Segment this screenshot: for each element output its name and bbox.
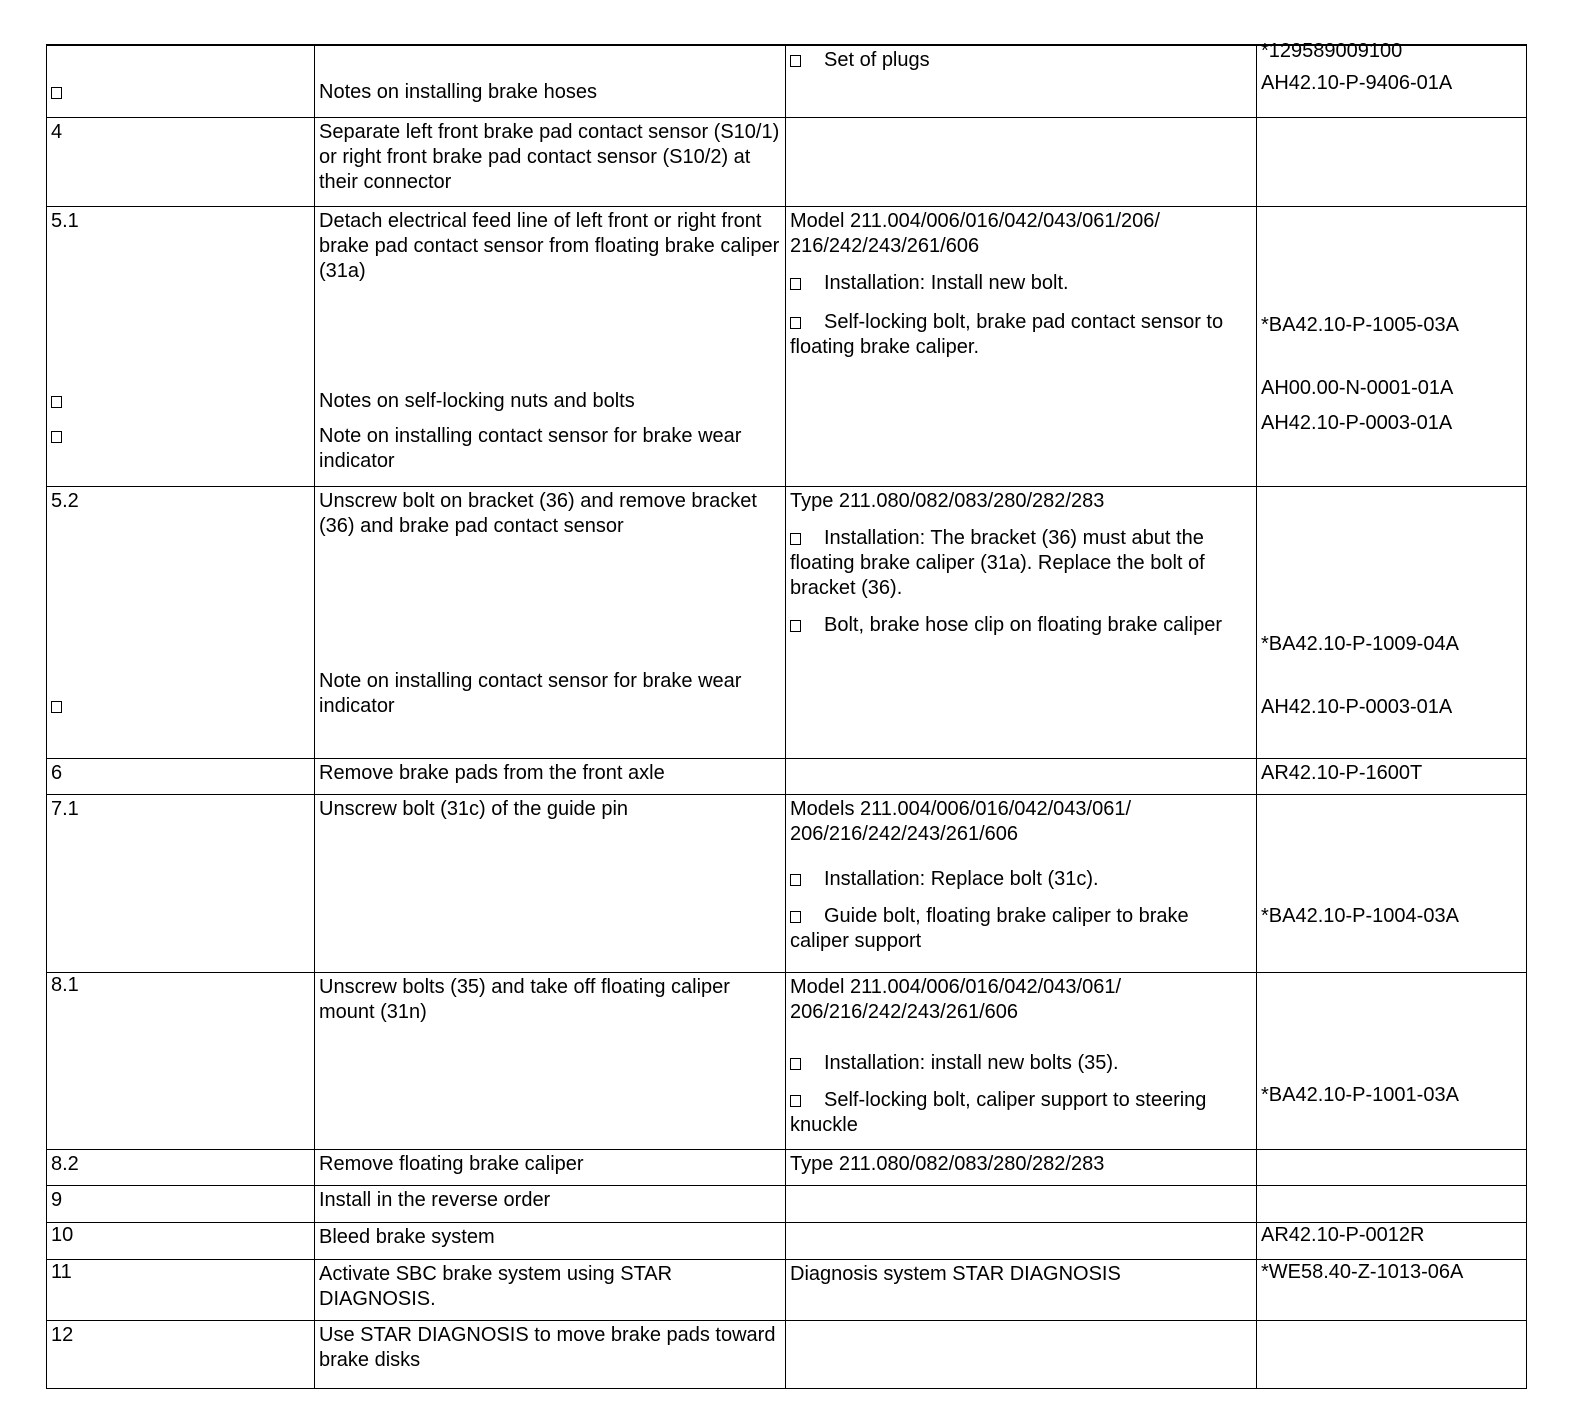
install-text: Installation: Replace bolt (31c). bbox=[824, 867, 1099, 890]
ref-cell bbox=[1257, 206, 1527, 486]
step-cell: 4 bbox=[47, 117, 315, 206]
action-cell bbox=[315, 45, 786, 117]
table-row bbox=[47, 972, 1527, 1149]
action-cell: Bleed brake system bbox=[315, 1222, 786, 1259]
reference-link[interactable]: *WE58.40-Z-1013-06A bbox=[1261, 1260, 1464, 1283]
action-cell: Remove brake pads from the front axle bbox=[315, 758, 786, 794]
reference-link[interactable]: AR42.10-P-0012R bbox=[1261, 1223, 1425, 1246]
table-row bbox=[47, 1259, 1527, 1320]
model-text: Models 211.004/006/016/042/043/061/ 206/216/242/243/261/606 bbox=[790, 797, 1132, 845]
table-row bbox=[47, 1222, 1527, 1259]
ref-cell bbox=[1257, 794, 1527, 972]
ref-cell bbox=[1257, 1149, 1527, 1185]
action-cell bbox=[315, 206, 786, 486]
action-cell: Use STAR DIAGNOSIS to move brake pads toward brake disks bbox=[315, 1320, 786, 1388]
checkbox-icon bbox=[790, 620, 801, 632]
checkbox-icon bbox=[790, 55, 801, 67]
checkbox-icon bbox=[790, 911, 801, 923]
table-row bbox=[47, 1149, 1527, 1185]
model-text: Model 211.004/006/016/042/043/061/206/ 216/242/243/261/606 bbox=[790, 209, 1160, 257]
ref-cell bbox=[1257, 117, 1527, 206]
procedure-sheet bbox=[46, 40, 1526, 1389]
reference-link[interactable]: *BA42.10-P-1004-03A bbox=[1261, 904, 1459, 927]
checkbox-icon bbox=[51, 431, 62, 443]
ref-cell bbox=[1257, 1185, 1527, 1222]
procedure-table bbox=[46, 40, 1527, 1389]
install-text: Installation: Install new bolt. bbox=[824, 271, 1069, 294]
info-cell bbox=[786, 45, 1257, 117]
reference-link[interactable]: AH00.00-N-0001-01A bbox=[1261, 376, 1454, 399]
note-link[interactable]: Notes on self-locking nuts and bolts bbox=[319, 389, 635, 412]
checkbox-icon bbox=[790, 317, 801, 329]
info-cell bbox=[786, 1185, 1257, 1222]
reference-link[interactable]: *BA42.10-P-1001-03A bbox=[1261, 1083, 1459, 1106]
bolt-text: Guide bolt, floating brake caliper to brake caliper support bbox=[790, 904, 1189, 952]
table-row bbox=[47, 794, 1527, 972]
info-cell bbox=[786, 794, 1257, 972]
reference-link[interactable]: AH42.10-P-0003-01A bbox=[1261, 411, 1453, 434]
reference-link[interactable]: *BA42.10-P-1005-03A bbox=[1261, 313, 1459, 336]
reference-link[interactable]: *BA42.10-P-1009-04A bbox=[1261, 632, 1459, 655]
note-link[interactable]: Note on installing contact sensor for brake wear indicator bbox=[319, 669, 742, 717]
info-cell: Diagnosis system STAR DIAGNOSIS bbox=[786, 1259, 1257, 1320]
step-cell: 12 bbox=[47, 1320, 315, 1388]
ref-cell bbox=[1257, 758, 1527, 794]
checkbox-icon bbox=[51, 87, 62, 99]
action-cell: Activate SBC brake system using STAR DIAGNOSIS. bbox=[315, 1259, 786, 1320]
action-cell: Install in the reverse order bbox=[315, 1185, 786, 1222]
info-cell: Type 211.080/082/083/280/282/283 bbox=[786, 1149, 1257, 1185]
step-cell: 9 bbox=[47, 1185, 315, 1222]
table-row bbox=[47, 206, 1527, 486]
info-cell bbox=[786, 486, 1257, 758]
action-text: Detach electrical feed line of left front or right front brake pad contact sensor from floating brake caliper (31a) bbox=[319, 209, 780, 282]
info-cell bbox=[786, 206, 1257, 486]
table-row bbox=[47, 117, 1527, 206]
checkbox-icon bbox=[790, 533, 801, 545]
table-row bbox=[47, 45, 1527, 117]
install-text: Installation: The bracket (36) must abut the floating brake caliper (31a). Replace the bolt of bracket (36). bbox=[790, 526, 1205, 599]
bolt-text: Bolt, brake hose clip on floating brake caliper bbox=[824, 613, 1223, 636]
ref-cell bbox=[1257, 1259, 1527, 1320]
action-cell: Remove floating brake caliper bbox=[315, 1149, 786, 1185]
step-cell: 5.1 bbox=[47, 206, 315, 486]
ref-cell bbox=[1257, 1320, 1527, 1388]
action-cell bbox=[315, 486, 786, 758]
info-cell bbox=[786, 117, 1257, 206]
ref-cell bbox=[1257, 40, 1527, 117]
step-cell: 6 bbox=[47, 758, 315, 794]
info-cell bbox=[786, 1222, 1257, 1259]
checkbox-icon bbox=[790, 1095, 801, 1107]
table-row bbox=[47, 1185, 1527, 1222]
checkbox-icon bbox=[790, 1058, 801, 1070]
info-text: Set of plugs bbox=[824, 49, 930, 71]
checkbox-icon bbox=[51, 701, 62, 713]
info-cell bbox=[786, 1320, 1257, 1388]
checkbox-icon bbox=[790, 278, 801, 290]
note-link[interactable]: Note on installing contact sensor for brake wear indicator bbox=[319, 424, 742, 472]
step-cell: 11 bbox=[47, 1259, 315, 1320]
step-cell: 5.2 bbox=[47, 486, 315, 758]
install-text: Installation: install new bolts (35). bbox=[824, 1051, 1119, 1074]
model-text: Model 211.004/006/016/042/043/061/ 206/216/242/243/261/606 bbox=[790, 975, 1122, 1023]
step-cell: 7.1 bbox=[47, 794, 315, 972]
step-cell: 10 bbox=[47, 1222, 315, 1259]
bolt-text: Self-locking bolt, brake pad contact sensor to floating brake caliper. bbox=[790, 310, 1224, 358]
step-cell: 8.1 bbox=[47, 972, 315, 1149]
ref-cell bbox=[1257, 1222, 1527, 1259]
table-row bbox=[47, 486, 1527, 758]
action-cell: Separate left front brake pad contact sensor (S10/1) or right front brake pad contact sensor (S10/2) at their connector bbox=[315, 117, 786, 206]
checkbox-icon bbox=[51, 396, 62, 408]
reference-link[interactable]: AR42.10-P-1600T bbox=[1261, 761, 1423, 784]
reference-link[interactable]: AH42.10-P-0003-01A bbox=[1261, 695, 1453, 718]
checkbox-icon bbox=[790, 874, 801, 886]
reference-link[interactable]: *129589009100 bbox=[1261, 40, 1403, 62]
action-cell: Unscrew bolt (31c) of the guide pin bbox=[315, 794, 786, 972]
model-text: Type 211.080/082/083/280/282/283 bbox=[790, 489, 1105, 512]
action-text: Unscrew bolt on bracket (36) and remove bracket (36) and brake pad contact sensor bbox=[319, 489, 757, 537]
info-cell bbox=[786, 758, 1257, 794]
bolt-text: Self-locking bolt, caliper support to steering knuckle bbox=[790, 1088, 1207, 1136]
ref-cell bbox=[1257, 486, 1527, 758]
reference-link[interactable]: AH42.10-P-9406-01A bbox=[1261, 72, 1453, 94]
step-cell: 8.2 bbox=[47, 1149, 315, 1185]
table-row bbox=[47, 758, 1527, 794]
action-cell: Unscrew bolts (35) and take off floating caliper mount (31n) bbox=[315, 972, 786, 1149]
step-cell bbox=[47, 45, 315, 117]
table-row bbox=[47, 1320, 1527, 1388]
ref-cell bbox=[1257, 972, 1527, 1149]
note-link[interactable]: Notes on installing brake hoses bbox=[319, 81, 597, 103]
info-cell bbox=[786, 972, 1257, 1149]
